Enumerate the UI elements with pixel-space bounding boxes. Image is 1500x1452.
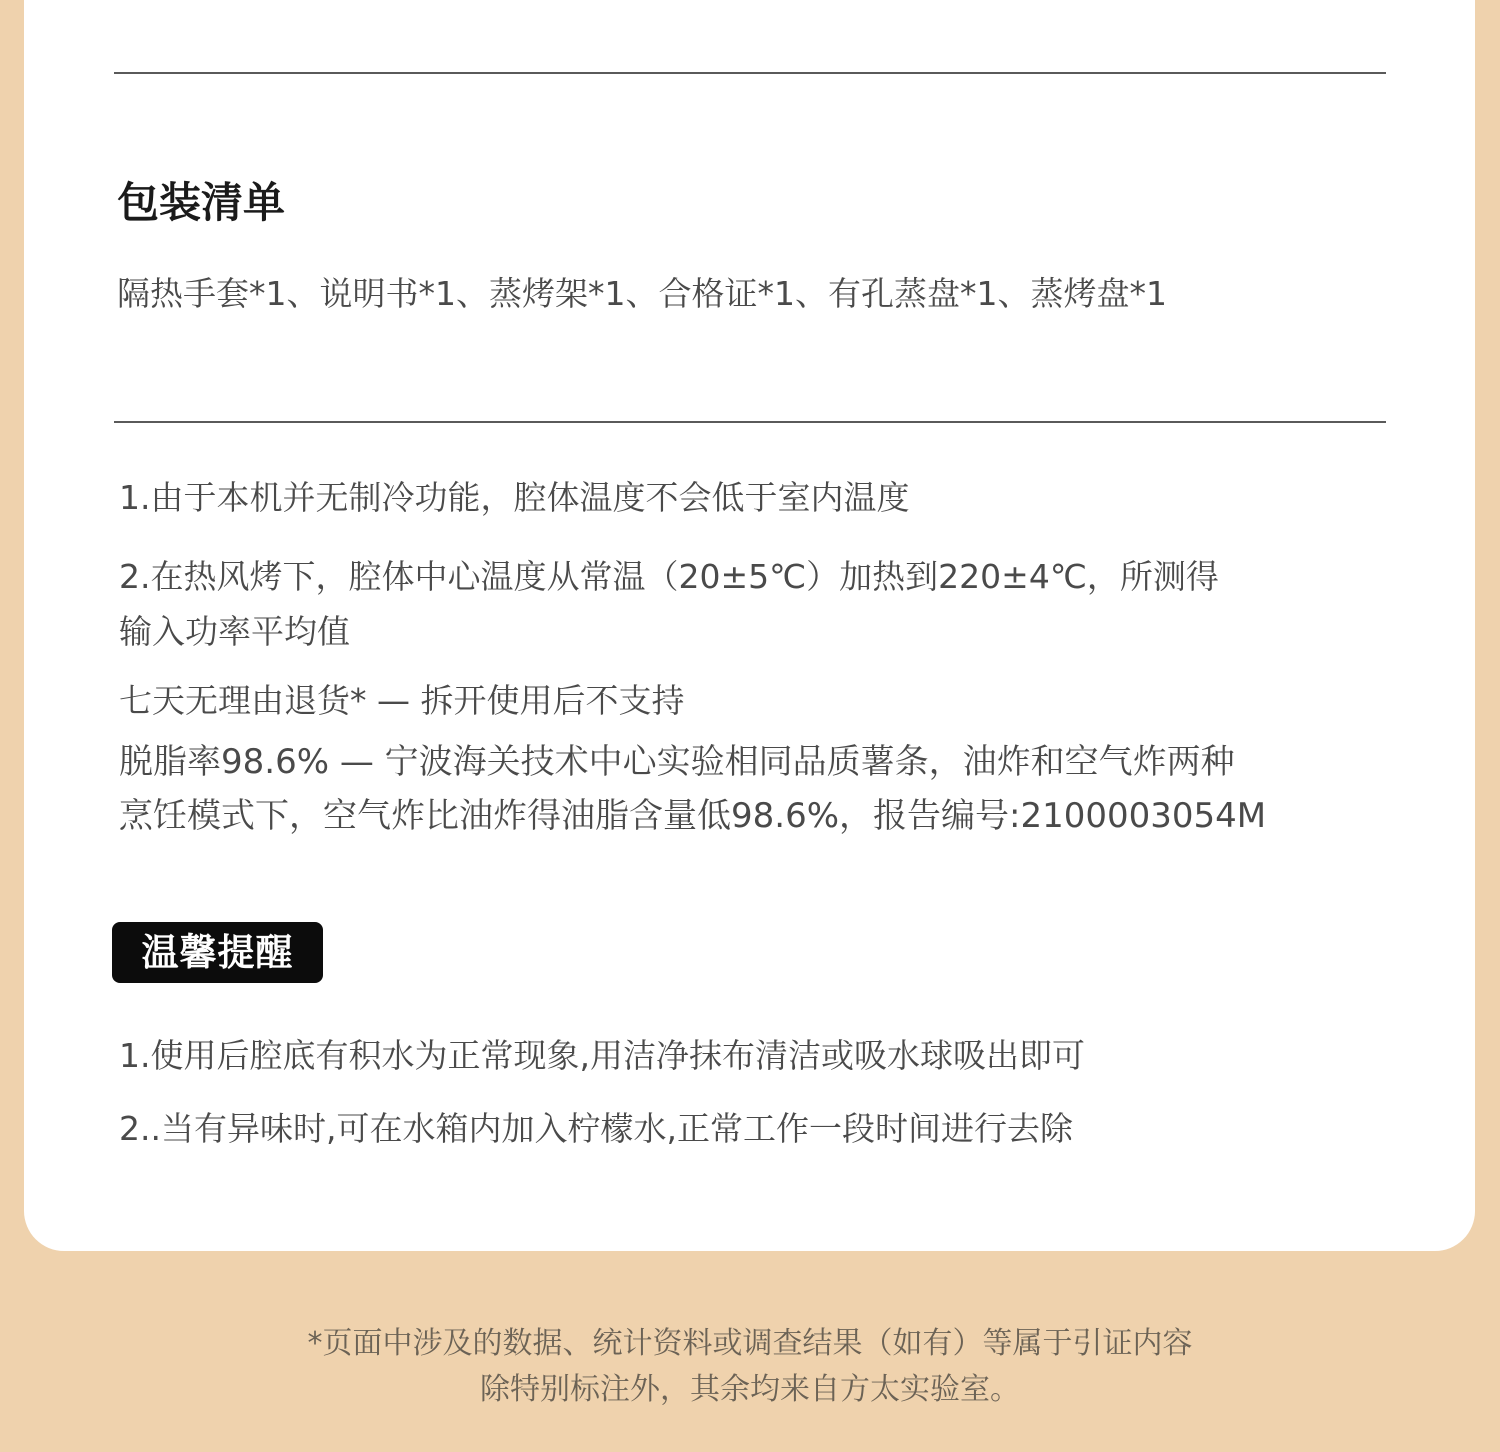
package-list-items: 隔热手套*1、说明书*1、蒸烤架*1、合格证*1、有孔蒸盘*1、蒸烤盘*1 (117, 274, 1167, 313)
tip-odor: 2..当有异味时,可在水箱内加入柠檬水,正常工作一段时间进行去除 (119, 1109, 1073, 1148)
note-degrease-line2: 烹饪模式下，空气炸比油炸得油脂含量低98.6%，报告编号:2100003054M (119, 796, 1267, 836)
divider-middle (114, 421, 1386, 423)
note-power-line1: 2.在热风烤下，腔体中心温度从常温（20±5℃）加热到220±4℃，所测得 (119, 557, 1219, 596)
footer-disclaimer-line1: *页面中涉及的数据、统计资料或调查结果（如有）等属于引证内容 (307, 1326, 1193, 1361)
divider-top (114, 72, 1386, 74)
tip-water: 1.使用后腔底有积水为正常现象,用洁净抹布清洁或吸水球吸出即可 (119, 1036, 1085, 1075)
footer-disclaimer-line2: 除特别标注外，其余均来自方太实验室。 (480, 1372, 1020, 1407)
note-return-policy: 七天无理由退货* — 拆开使用后不支持 (119, 681, 685, 720)
tips-badge: 温馨提醒 (112, 922, 323, 983)
package-list-title: 包装清单 (117, 178, 286, 227)
note-cooling: 1.由于本机并无制冷功能，腔体温度不会低于室内温度 (119, 478, 910, 517)
note-power-line2: 输入功率平均值 (119, 612, 350, 651)
note-degrease-line1: 脱脂率98.6% — 宁波海关技术中心实验相同品质薯条，油炸和空气炸两种 (119, 742, 1235, 782)
